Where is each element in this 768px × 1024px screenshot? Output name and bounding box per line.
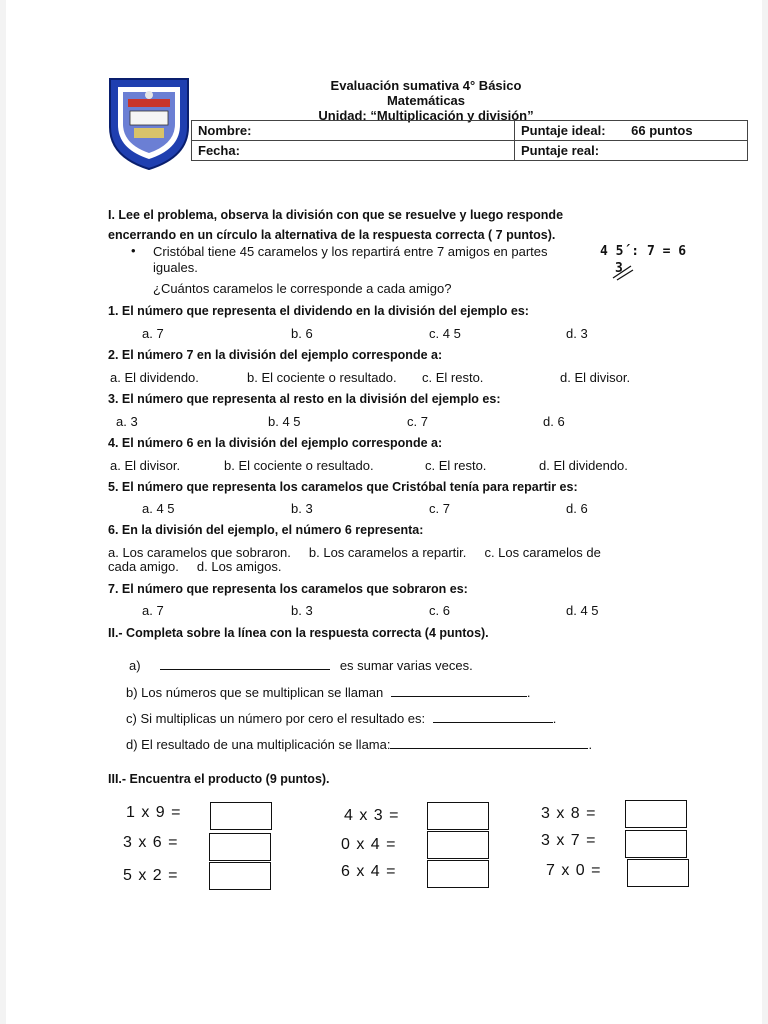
q3-option-d[interactable]: d. 6: [543, 414, 565, 429]
question-4: 4. El número 6 en la división del ejemplo corresponde a:: [108, 436, 443, 450]
q6-options-line1[interactable]: a. Los caramelos que sobraron. b. Los caramelos a repartir. c. Los caramelos de: [108, 545, 601, 560]
product-1: 1 x 9 =: [126, 804, 182, 821]
q2-option-b[interactable]: b. El cociente o resultado.: [247, 370, 397, 385]
q7-option-c[interactable]: c. 6: [429, 603, 450, 618]
q2-option-c[interactable]: c. El resto.: [422, 370, 484, 385]
question-3: 3. El número que representa al resto en la división del ejemplo es:: [108, 392, 501, 406]
name-label: Nombre:: [198, 123, 252, 138]
question-5: 5. El número que representa los caramelos que Cristóbal tenía para repartir es:: [108, 480, 578, 494]
q7-option-a[interactable]: a. 7: [142, 603, 164, 618]
fill-a-text: es sumar varias veces.: [339, 658, 473, 673]
product-3: 3 x 8 =: [541, 805, 597, 822]
fill-b-text: b) Los números que se multiplican se llaman: [126, 685, 384, 700]
product-9-answer-box[interactable]: [627, 859, 689, 887]
q6-options-line2[interactable]: cada amigo. d. Los amigos.: [108, 559, 282, 574]
q4-option-a[interactable]: a. El divisor.: [110, 458, 181, 473]
fill-item-a: [129, 657, 473, 673]
product-7: 5 x 2 =: [123, 867, 179, 884]
q3-option-c[interactable]: c. 7: [407, 414, 428, 429]
section1-instruction-line2: encerrando en un círculo la alternativa de la respuesta correcta ( 7 puntos).: [108, 228, 556, 242]
q7-option-d[interactable]: d. 4 5: [566, 603, 599, 618]
problem-line1: Cristóbal tiene 45 caramelos y los repartirá entre 7 amigos en partes: [153, 244, 548, 259]
ideal-score-cell: [515, 121, 748, 141]
fill-c-period: .: [552, 711, 557, 726]
date-cell[interactable]: [192, 141, 515, 161]
problem-question: ¿Cuántos caramelos le corresponde a cada amigo?: [153, 281, 452, 296]
q1-option-d[interactable]: d. 3: [566, 326, 588, 341]
header-unit: Unidad: “Multiplicación y división”: [318, 108, 534, 123]
product-4: 3 x 6 =: [123, 834, 179, 851]
fill-item-b: [126, 684, 531, 700]
real-score-cell[interactable]: [515, 141, 748, 161]
fill-item-c: [126, 710, 556, 726]
school-crest-logo: [106, 75, 192, 171]
fill-item-d: [126, 736, 592, 752]
name-cell[interactable]: [192, 121, 515, 141]
fill-c-answer-line[interactable]: [433, 710, 553, 723]
q3-option-b[interactable]: b. 4 5: [268, 414, 301, 429]
ideal-score-label: Puntaje ideal:: [521, 123, 606, 138]
product-5: 0 x 4 =: [341, 836, 397, 853]
section2-title: II.- Completa sobre la línea con la respuesta correcta (4 puntos).: [108, 626, 489, 640]
q7-option-b[interactable]: b. 3: [291, 603, 313, 618]
q3-option-a[interactable]: a. 3: [116, 414, 138, 429]
fill-a-label: a): [129, 658, 141, 673]
bullet-icon: •: [131, 243, 136, 258]
date-label: Fecha:: [198, 143, 240, 158]
q1-option-c[interactable]: c. 4 5: [429, 326, 461, 341]
question-2: 2. El número 7 en la división del ejemplo corresponde a:: [108, 348, 443, 362]
product-7-answer-box[interactable]: [209, 862, 271, 890]
q4-option-c[interactable]: c. El resto.: [425, 458, 487, 473]
fill-d-period: .: [588, 737, 593, 752]
product-8: 6 x 4 =: [341, 863, 397, 880]
q5-option-a[interactable]: a. 4 5: [142, 501, 175, 516]
q5-option-c[interactable]: c. 7: [429, 501, 450, 516]
product-6: 3 x 7 =: [541, 832, 597, 849]
fill-d-text: d) El resultado de una multiplicación se llama:: [126, 737, 391, 752]
q1-option-a[interactable]: a. 7: [142, 326, 164, 341]
handwritten-division: 4 5´: 7 = 6: [600, 244, 687, 259]
q2-option-d[interactable]: d. El divisor.: [560, 370, 631, 385]
worksheet-page: [6, 0, 762, 1024]
q4-option-d[interactable]: d. El dividendo.: [539, 458, 628, 473]
handwritten-remainder: 3: [615, 261, 623, 276]
product-2-answer-box[interactable]: [427, 802, 489, 830]
question-1: 1. El número que representa el dividendo en la división del ejemplo es:: [108, 304, 529, 318]
q1-option-b[interactable]: b. 6: [291, 326, 313, 341]
ideal-score-value: 66 puntos: [631, 123, 693, 138]
q5-option-b[interactable]: b. 3: [291, 501, 313, 516]
q4-option-b[interactable]: b. El cociente o resultado.: [224, 458, 374, 473]
product-1-answer-box[interactable]: [210, 802, 272, 830]
handwritten-scribble-icon: [611, 262, 635, 282]
q5-option-d[interactable]: d. 6: [566, 501, 588, 516]
section1-instruction-line1: I. Lee el problema, observa la división con que se resuelve y luego responde: [108, 208, 564, 222]
student-info-table: [191, 120, 748, 161]
fill-b-answer-line[interactable]: [391, 684, 527, 697]
question-7: 7. El número que representa los caramelos que sobraron es:: [108, 582, 468, 596]
problem-line2: iguales.: [153, 260, 198, 275]
header-title: Evaluación sumativa 4° Básico: [330, 78, 522, 93]
fill-c-text: c) Si multiplicas un número por cero el resultado es:: [126, 711, 426, 726]
product-9: 7 x 0 =: [546, 862, 602, 879]
fill-a-answer-line[interactable]: [160, 657, 330, 670]
header-subject: Matemáticas: [386, 93, 466, 108]
product-2: 4 x 3 =: [344, 807, 400, 824]
real-score-label: Puntaje real:: [521, 143, 600, 158]
product-3-answer-box[interactable]: [625, 800, 687, 828]
fill-d-answer-line[interactable]: [390, 736, 588, 749]
q2-option-a[interactable]: a. El dividendo.: [110, 370, 199, 385]
product-5-answer-box[interactable]: [427, 831, 489, 859]
product-4-answer-box[interactable]: [209, 833, 271, 861]
product-8-answer-box[interactable]: [427, 860, 489, 888]
fill-b-period: .: [526, 685, 531, 700]
section3-title: III.- Encuentra el producto (9 puntos).: [108, 772, 330, 786]
product-6-answer-box[interactable]: [625, 830, 687, 858]
question-6: 6. En la división del ejemplo, el número 6 representa:: [108, 523, 424, 537]
